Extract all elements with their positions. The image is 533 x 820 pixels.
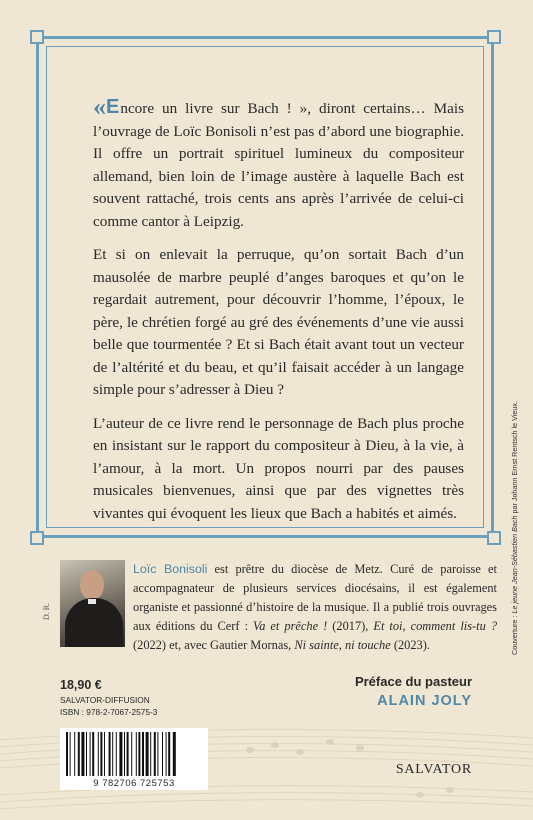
publisher-logo: SALVATOR [395, 762, 472, 777]
bio-text: (2022) et, avec Gautier Mornas, [133, 638, 295, 652]
drop-letter: E [106, 96, 121, 118]
bio-text: (2017), [327, 619, 374, 633]
book-title: Ni sainte, ni touche [294, 638, 391, 652]
blurb-p1-text: ncore un livre sur Bach ! », diront certains… Mais l’ouvrage de Loïc Bonisoli n’est pas d’abord une biographie. Il offre un portrait spirituel lumineux du compositeur allemand, bien loin de l’image austère à laquelle Bach est souvent rattaché, trois cents ans après l’arrivée de celui-ci comme cantor à Leipzig. [93, 100, 464, 230]
frame-corner [30, 30, 44, 44]
preface-author: ALAIN JOLY [377, 693, 472, 709]
author-bio [133, 560, 497, 655]
distributor: SALVATOR-DIFFUSION [60, 695, 150, 705]
blurb-paragraph-3: L’auteur de ce livre rend le personnage de Bach plus proche en insistant sur le rapport du compositeur à Dieu, à la vie, à l’amour, à la mort. Un propos nourri par des pauses musicales bienvenues, ainsi que par des vignettes très vivantes qui évoquent les lieux que Bach a habités et aimés. [93, 414, 464, 522]
blurb-paragraph-1 [93, 92, 464, 233]
author-photo [60, 560, 125, 647]
blurb [93, 92, 464, 536]
frame-corner [30, 531, 44, 545]
photo-credit: D. R. [42, 602, 51, 620]
book-title: Et toi, comment lis-tu ? [373, 619, 498, 633]
bio-text: (2023). [390, 638, 430, 652]
frame-corner [487, 30, 501, 44]
bio-text: est prêtre du diocèse de Metz. Curé de paroisse et accompagnateur de plusieurs services diocésains, il est également organiste et passionné d’histoire de la musique. Il a publié trois ouvrages aux éditions du Cerf : [133, 562, 497, 633]
isbn: ISBN : 978-2-7067-2575-3 [60, 707, 158, 717]
book-title: Va et prêche ! [253, 619, 328, 633]
barcode [60, 728, 208, 790]
author-name: Loïc Bonisoli [133, 562, 208, 576]
frame-corner [487, 531, 501, 545]
preface-label: Préface du pasteur [354, 674, 472, 689]
price: 18,90 € [60, 678, 102, 692]
cover-credit: Couverture : Le jeune Jean-Sébastien Bach par Johann Ernst Rentsch le Vieux. [510, 401, 519, 655]
blurb-paragraph-2: Et si on enlevait la perruque, qu’on sortait Bach d’un mausolée de marbre peuplé d’anges baroques et qu’on le regardait autrement, pour découvrir l’homme, l’époux, le père, le chrétien forgé au gré des événements d’une vie aussi belle que tourmentée ? Et si Bach était avant tout un vecteur de l’altérité et du beau, et qu’il faisait accéder à un langage simple pour s’adresser à Dieu ? [93, 246, 464, 398]
open-quote: « [93, 92, 106, 121]
barcode-number: 9 782706 725753 [93, 778, 175, 789]
barcode-bars [66, 732, 202, 778]
